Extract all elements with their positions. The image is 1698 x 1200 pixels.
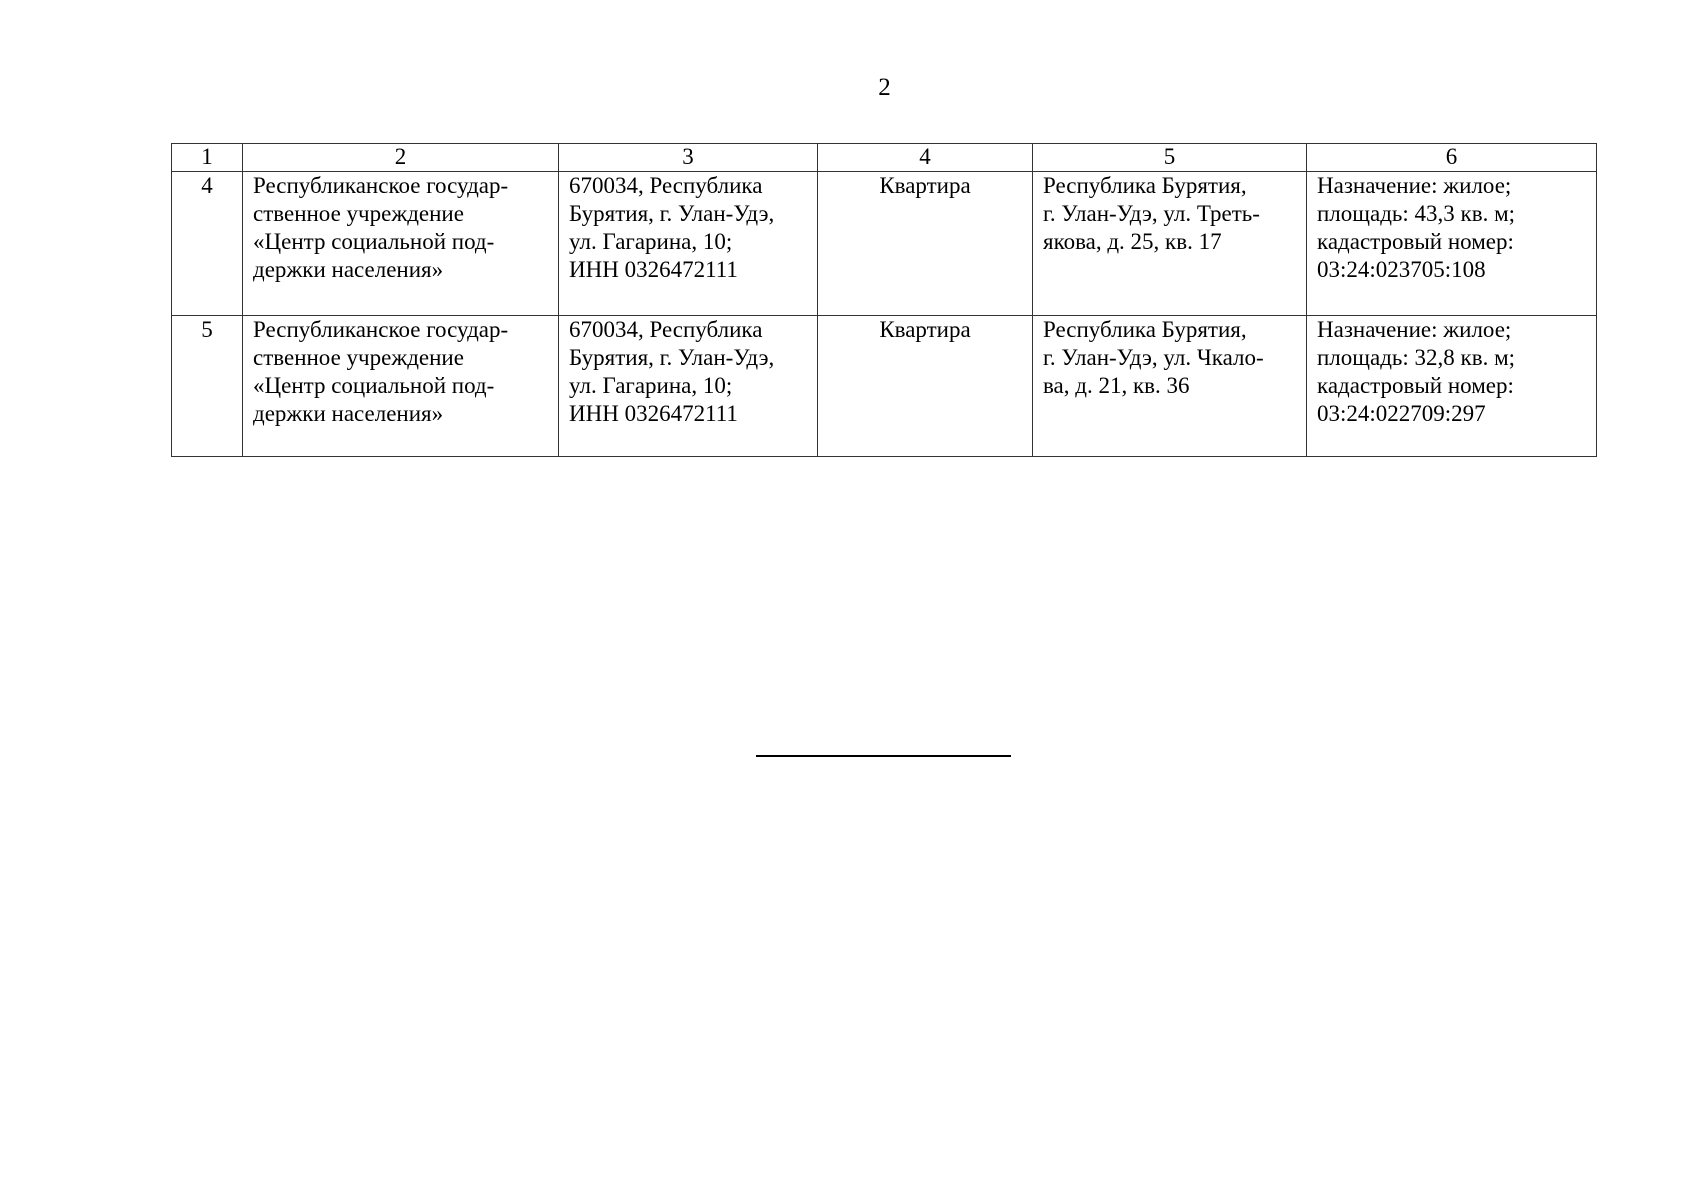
row-number-cell: 5 <box>172 316 243 457</box>
holder-address-cell: 670034, Республика Бурятия, г. Улан-Удэ, ул. Гагарина, 10; ИНН 0326472111 <box>559 172 818 316</box>
column-number: 5 <box>1033 144 1307 172</box>
column-number-row <box>172 144 1597 172</box>
column-number: 1 <box>172 144 243 172</box>
holder-cell: Республиканское государ- ственное учреждение «Центр социальной под- держки населения» <box>243 172 559 316</box>
end-of-document-line <box>756 755 1011 757</box>
table-row <box>172 316 1597 457</box>
property-table <box>171 143 1597 457</box>
object-type-cell: Квартира <box>818 172 1033 316</box>
column-number: 3 <box>559 144 818 172</box>
object-type-cell: Квартира <box>818 316 1033 457</box>
object-address-cell: Республика Бурятия, г. Улан-Удэ, ул. Треть- якова, д. 25, кв. 17 <box>1033 172 1307 316</box>
row-number-cell: 4 <box>172 172 243 316</box>
holder-address-cell: 670034, Республика Бурятия, г. Улан-Удэ, ул. Гагарина, 10; ИНН 0326472111 <box>559 316 818 457</box>
page-number: 2 <box>878 74 891 101</box>
table-row <box>172 172 1597 316</box>
characteristics-cell: Назначение: жилое; площадь: 32,8 кв. м; кадастровый номер: 03:24:022709:297 <box>1307 316 1597 457</box>
column-number: 2 <box>243 144 559 172</box>
column-number: 4 <box>818 144 1033 172</box>
column-number: 6 <box>1307 144 1597 172</box>
characteristics-cell: Назначение: жилое; площадь: 43,3 кв. м; кадастровый номер: 03:24:023705:108 <box>1307 172 1597 316</box>
object-address-cell: Республика Бурятия, г. Улан-Удэ, ул. Чкало- ва, д. 21, кв. 36 <box>1033 316 1307 457</box>
holder-cell: Республиканское государ- ственное учреждение «Центр социальной под- держки населения» <box>243 316 559 457</box>
